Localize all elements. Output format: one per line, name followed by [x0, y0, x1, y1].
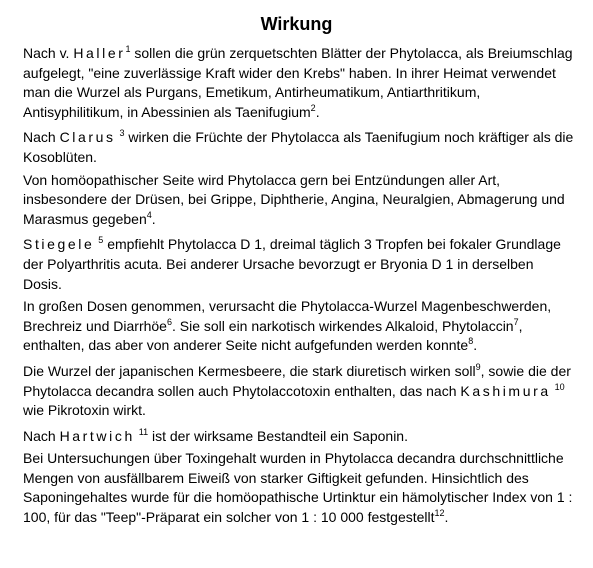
footnote-ref[interactable]: 11 — [138, 426, 149, 437]
paragraph-hartwich — [23, 427, 575, 447]
section-title: Wirkung — [260, 14, 333, 34]
text: Nach v. — [23, 45, 74, 61]
text: ist der wirksame Bestandteil ein Saponin. — [148, 427, 408, 444]
author-name: Hartwich — [59, 427, 135, 444]
text: Nach — [23, 129, 60, 146]
footnote-ref[interactable]: 5 — [98, 235, 104, 246]
footnote-ref[interactable]: 4 — [146, 209, 152, 220]
paragraph-dosage-effects — [23, 297, 575, 356]
author-name: Haller — [73, 45, 126, 61]
footnote-ref[interactable]: 7 — [513, 316, 519, 327]
paragraph-kermesbeere — [23, 362, 575, 421]
text: wie Pikrotoxin wirkt. — [23, 402, 146, 419]
text: wirken die Früchte der Phytolacca als Taenifugium noch kräftiger als die Kosoblüten. — [23, 129, 574, 165]
section-body — [23, 44, 575, 534]
paragraph-toxin-study — [23, 449, 575, 527]
text: . — [444, 509, 449, 526]
paragraph-haller — [23, 44, 575, 122]
footnote-ref[interactable]: 8 — [468, 336, 474, 347]
text: Die Wurzel der japanischen Kermesbeere, die stark diuretisch wirken soll — [23, 362, 476, 379]
text: In großen Dosen genommen, verursacht die Phytolacca-Wurzel Magenbeschwerden, Brechreiz und Diarrhöe — [23, 298, 552, 334]
author-name: Stiegele — [23, 236, 95, 253]
paragraph-stiegele — [23, 235, 575, 294]
text: . — [151, 210, 156, 227]
author-name: Clarus — [59, 129, 116, 146]
text: Von homöopathischer Seite wird Phytolacca gern bei Entzündungen aller Art, insbesondere der Drüsen, bei Grippe, Diphtherie, Angina, Neuralgien, Abmagerung und Marasmus gegeben — [23, 171, 565, 227]
text: , enthalten, das aber von anderer Seite nicht aufgefunden werden konnte — [23, 317, 523, 354]
text: . Sie soll ein narkotisch wirkendes Alkaloid, Phytolaccin — [171, 317, 514, 334]
footnote-ref[interactable]: 1 — [125, 44, 131, 54]
footnote-ref[interactable]: 3 — [119, 128, 125, 139]
footnote-ref[interactable]: 12 — [434, 508, 445, 519]
text: Nach — [23, 427, 60, 444]
footnote-ref[interactable]: 6 — [166, 316, 172, 327]
text: Bei Untersuchungen über Toxingehalt wurden in Phytolacca decandra durchschnittliche Mengen von ausfällbarem Eiweiß von starker Giftigkeit gefunden. Hinsichtlich des Saponingehaltes wurde für die homöopathische Urtinktur ein hämolytischer Index von 1 : 100, für das "Teep"-Präparat ein solcher von 1 : 10 000 festgestellt — [23, 450, 573, 526]
footnote-ref[interactable]: 9 — [475, 361, 481, 372]
text: , sowie die der Phytolacca decandra sollen auch Phytolaccotoxin enthalten, das nach — [23, 362, 571, 399]
paragraph-homoeopathy — [23, 171, 575, 230]
text: . — [315, 103, 320, 120]
footnote-ref[interactable]: 10 — [554, 381, 565, 392]
text: empfiehlt Phytolacca D 1, dreimal täglich 3 Tropfen bei fokaler Grundlage der Polyarthritis acuta. Bei anderer Ursache bevorzugt er Bryonia D 1 in derselben Dosis. — [23, 236, 561, 292]
paragraph-clarus — [23, 128, 575, 167]
footnote-ref[interactable]: 2 — [310, 102, 316, 113]
text: . — [473, 337, 478, 354]
author-name: Kashimura — [460, 382, 551, 399]
text: sollen die grün zerquetschten Blätter der Phytolacca, als Breiumschlag aufgelegt, "eine zuverlässige Kraft wider den Krebs" haben. In ihrer Heimat verwendet man die Wurzel als Purgans, Emetikum, Antirheumatikum, Antiarthritikum, Antisyphilitikum, in Abessinien als Taenifugium — [23, 45, 573, 120]
